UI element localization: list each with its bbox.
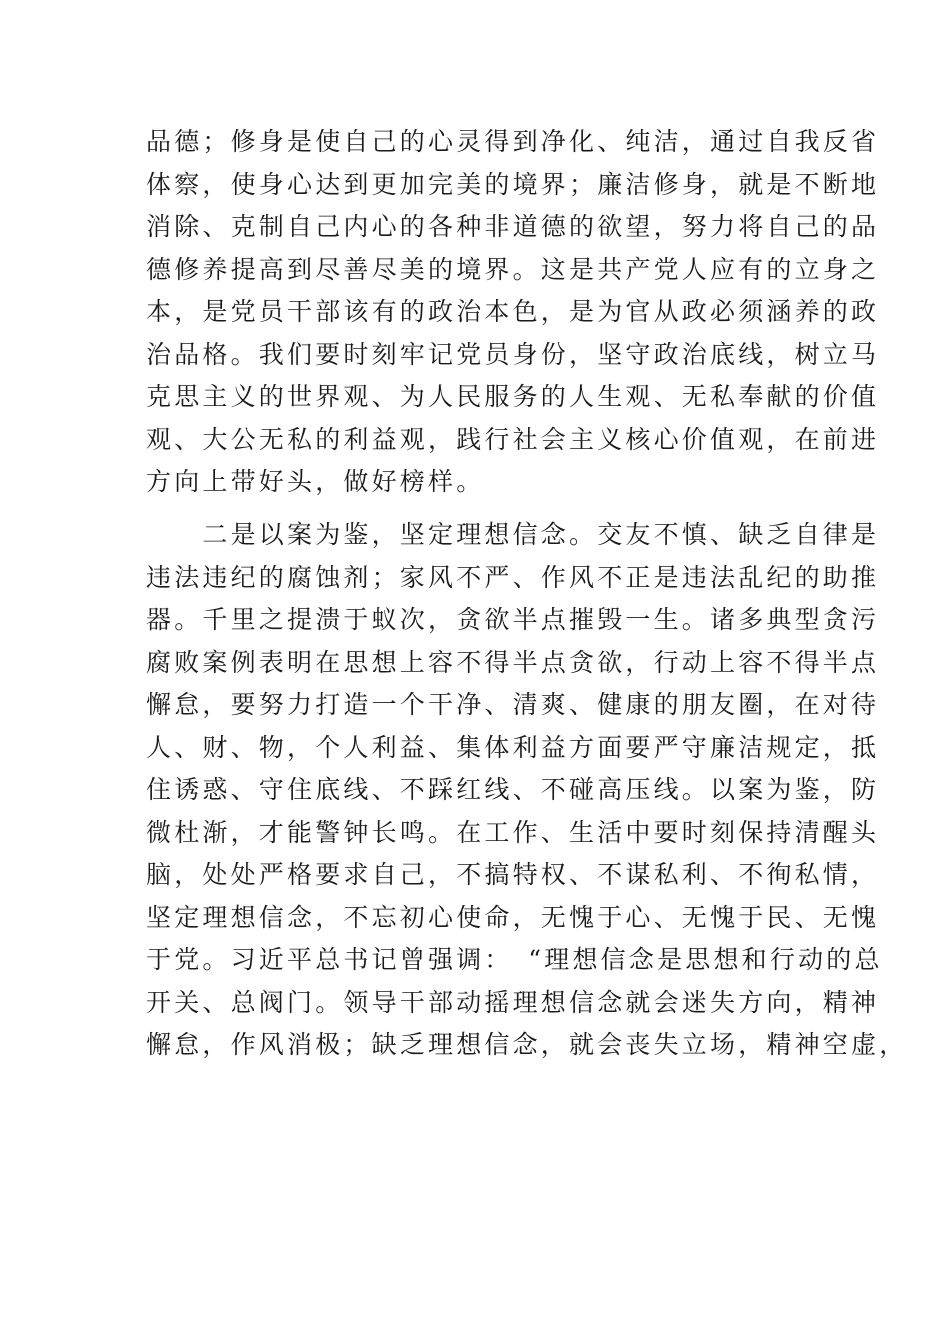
text-line: 器。千里之提溃于蚁次，贪欲半点摧毁一生。诸多典型贪污 [146,605,880,634]
text-line: 品德；修身是使自己的心灵得到净化、纯洁，通过自我反省 [146,127,880,156]
text-line: 坚定理想信念，不忘初心使命，无愧于心、无愧于民、无愧 [146,902,880,932]
text-line: 克思主义的世界观、为人民服务的人生观、无私奉献的价值 [146,382,880,411]
text-line: 消除、克制自己内心的各种非道德的欲望，努力将自己的品 [146,212,880,241]
text-line: 观、大公无私的利益观，践行社会主义核心价值观，在前进 [146,424,880,454]
text-line: 住诱惑、守住底线、不踩红线、不碰高压线。以案为鉴，防 [146,775,880,804]
text-line: 治品格。我们要时刻牢记党员身份，坚守政治底线，树立马 [146,339,880,369]
text-line: 懈怠，作风消极；缺乏理想信念，就会丧失立场，精神空虚， [146,1030,908,1059]
text-line: 违法违纪的腐蚀剂；家风不严、作风不正是违法乱纪的助推 [146,562,880,592]
text-line: 开关、总阀门。领导干部动摇理想信念就会迷失方向，精神 [146,987,880,1017]
paragraph-2 [146,514,908,1067]
paragraph-1 [146,121,880,504]
text-line: 于党。习近平总书记曾强调： “理想信念是思想和行动的总 [146,945,883,974]
text-line: 方向上带好头，做好榜样。 [146,467,485,496]
text-line: 本，是党员干部该有的政治本色，是为官从政必须涵养的政 [146,297,880,326]
text-line: 脑，处处严格要求自己，不搞特权、不谋私利、不徇私情， [146,860,880,889]
text-line: 微杜渐，才能警钟长鸣。在工作、生活中要时刻保持清醒头 [146,817,880,847]
text-line: 德修养提高到尽善尽美的境界。这是共产党人应有的立身之 [146,254,880,284]
text-line: 体察，使身心达到更加完美的境界；廉洁修身，就是不断地 [146,169,880,199]
text-line: 二是以案为鉴，坚定理想信念。交友不慎、缺乏自律是 [146,520,880,549]
text-line: 懈怠，要努力打造一个干净、清爽、健康的朋友圈，在对待 [146,690,880,719]
text-line: 腐败案例表明在思想上容不得半点贪欲，行动上容不得半点 [146,647,880,677]
text-line: 人、财、物，个人利益、集体利益方面要严守廉洁规定，抵 [146,732,880,762]
